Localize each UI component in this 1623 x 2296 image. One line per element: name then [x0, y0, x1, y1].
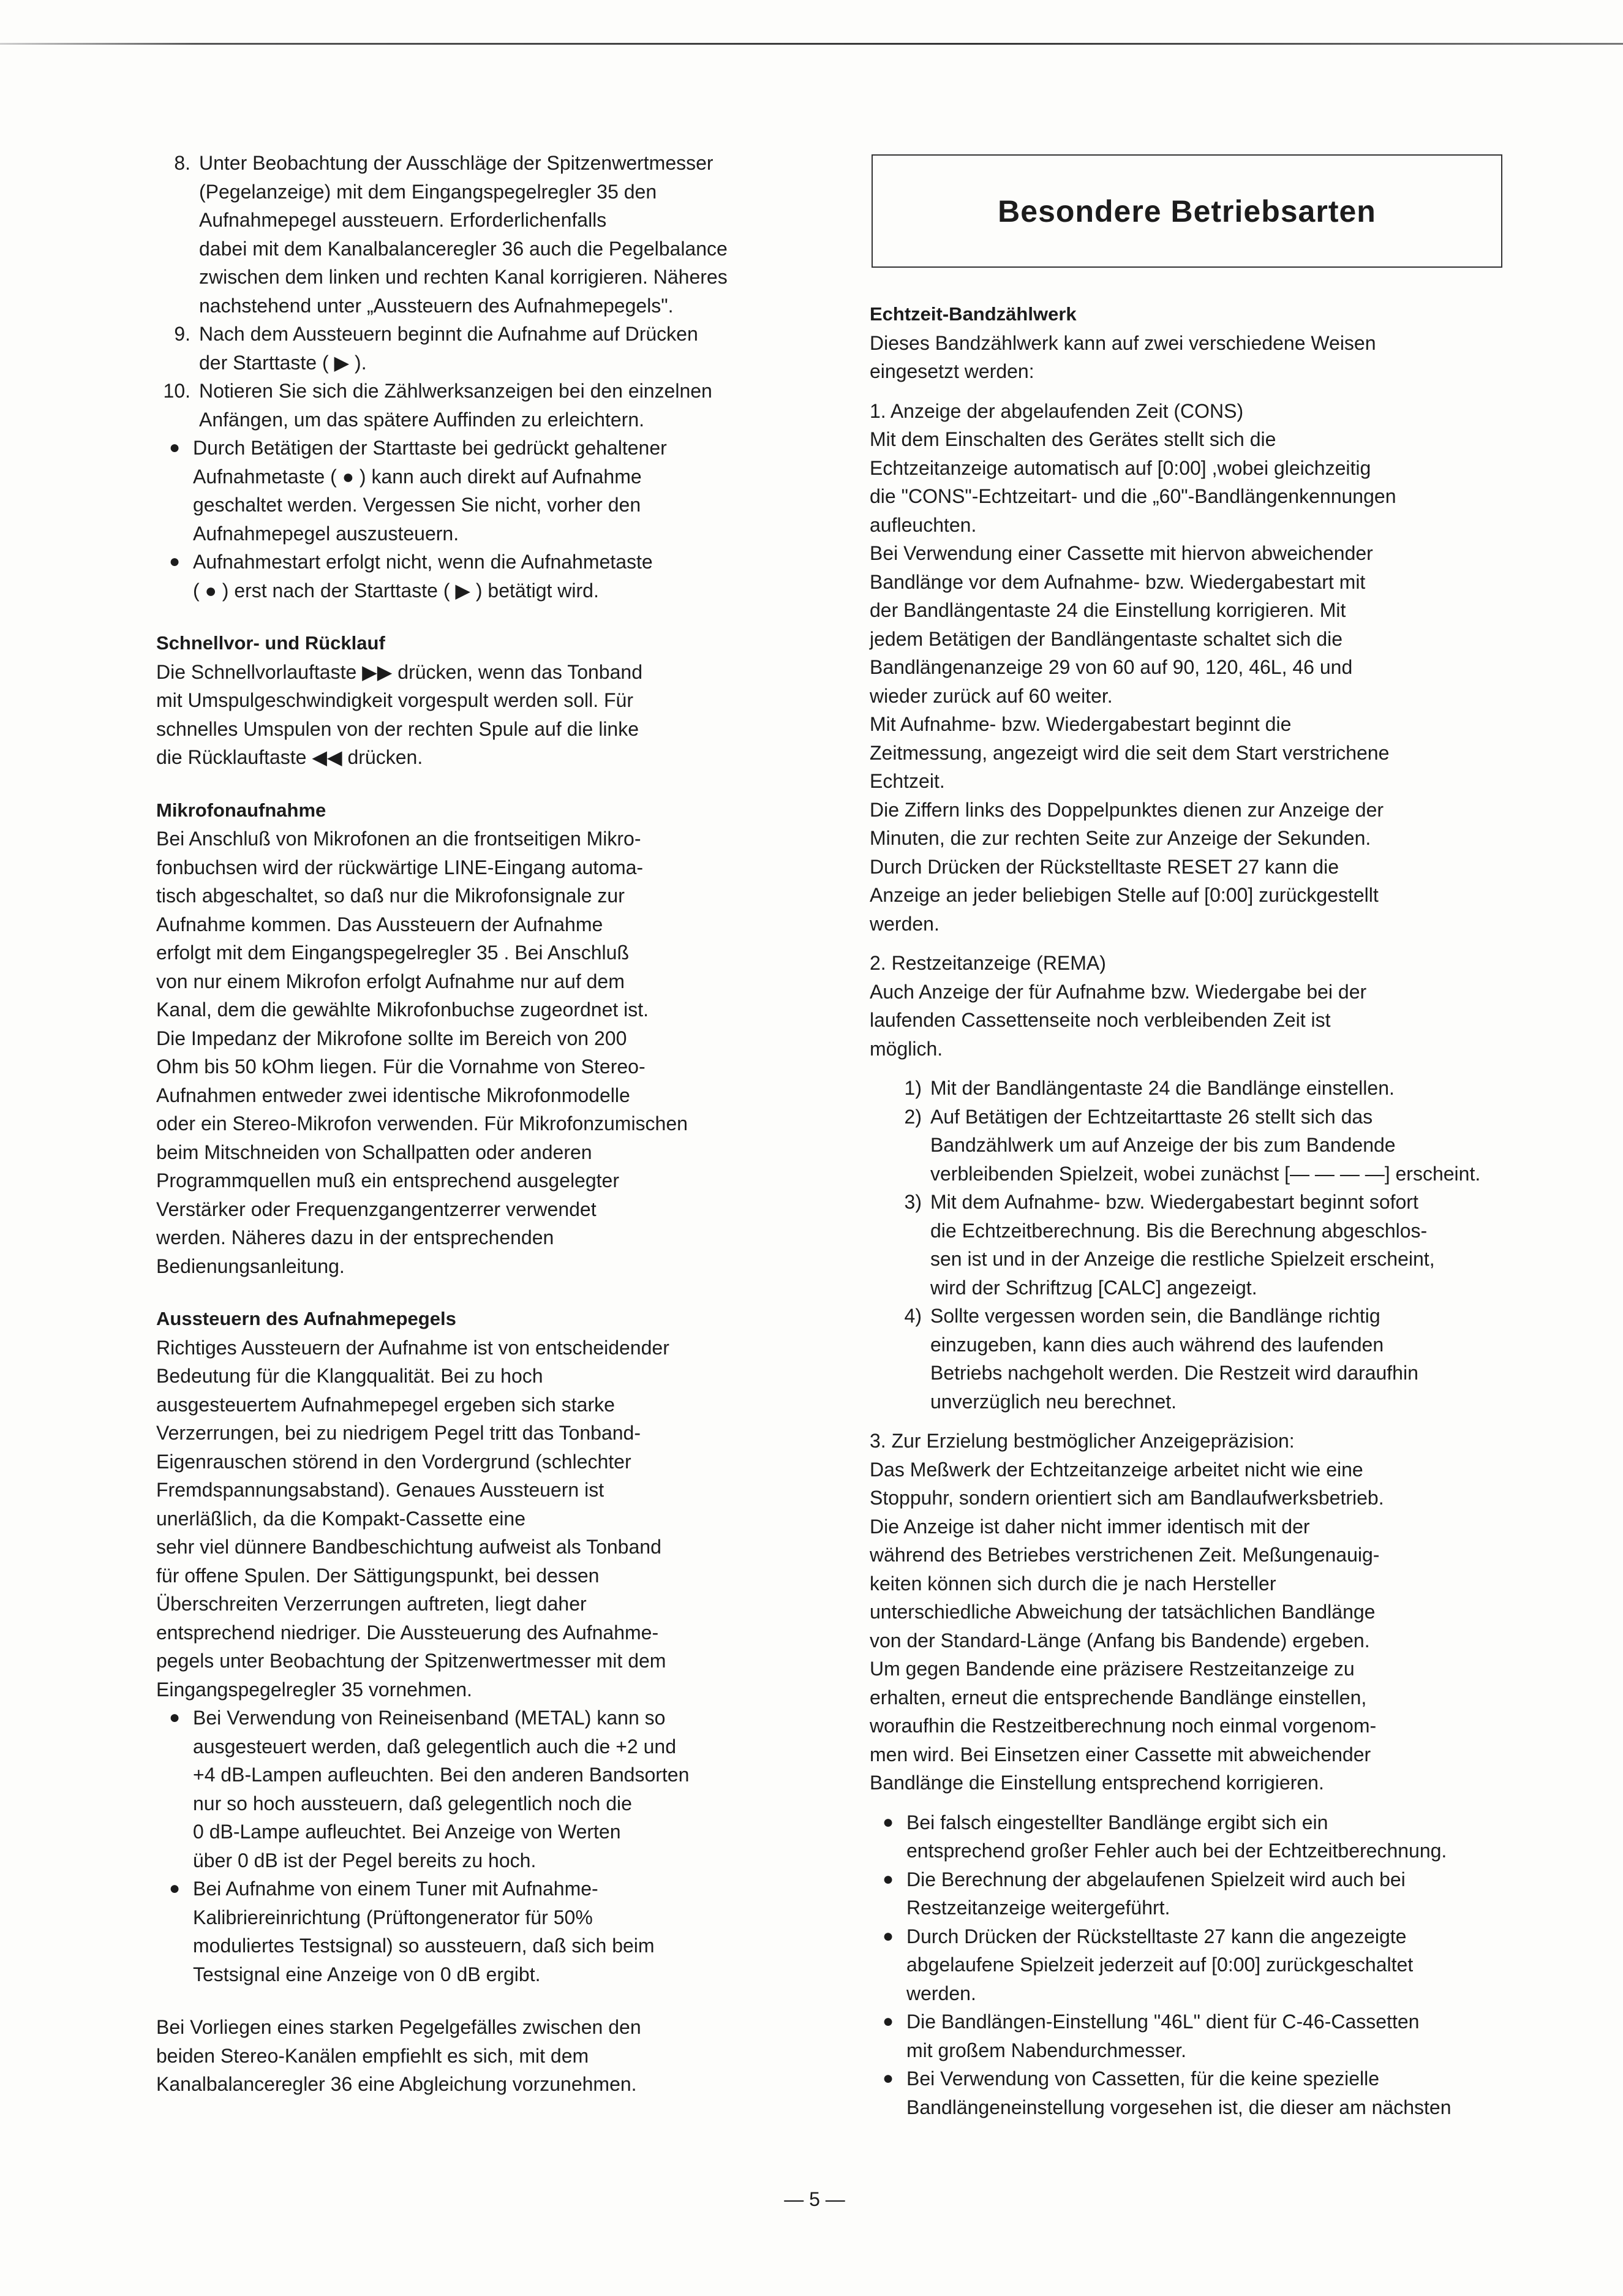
item-line [870, 1217, 1546, 1245]
section-heading: Schnellvor- und Rücklauf [156, 632, 385, 654]
text-line: 0 dB-Lampe aufleuchtet. Bei Anzeige von Werten [193, 1821, 621, 1843]
text-line: entsprechend großer Fehler auch bei der Echtzeitberechnung. [906, 1840, 1447, 1862]
indent [870, 1979, 906, 2008]
item-number: 8. [174, 152, 190, 174]
item-line [156, 149, 812, 178]
item-line [156, 1875, 812, 1903]
text-line: einzugeben, kann dies auch während des laufenden [930, 1333, 1384, 1356]
text-line: Überschreiten Verzerrungen auftreten, liegt daher [156, 1593, 587, 1615]
bullet-icon: ● [882, 1925, 894, 1946]
text-line: Durch Betätigen der Starttaste bei gedrückt gehaltener [193, 437, 667, 459]
text-line: zwischen dem linken und rechten Kanal korrigieren. Näheres [199, 266, 728, 288]
item-line [156, 1903, 812, 1932]
item-line [156, 1704, 812, 1732]
item-number: 2) [904, 1105, 922, 1128]
top-rule [0, 43, 1623, 45]
paragraph [156, 825, 812, 1280]
bullet-item [870, 2064, 1546, 2121]
spacer [156, 1280, 812, 1305]
spacer [870, 386, 1546, 397]
bullet-item [156, 1704, 812, 1875]
text-line: Durch Drücken der Rückstelltaste 27 kann die angezeigte [906, 1925, 1407, 1947]
paragraph [156, 1334, 812, 1704]
text-line: nachstehend unter „Aussteuern des Aufnahmepegels". [199, 294, 674, 317]
text-line: möglich. [870, 1037, 943, 1060]
text-line: Bandlängeneinstellung vorgesehen ist, die dieser am nächsten [906, 2096, 1452, 2118]
indent [156, 406, 199, 434]
item-line [870, 1302, 1546, 1331]
text-line: Auf Betätigen der Echtzeitarttaste 26 stellt sich das [930, 1105, 1373, 1128]
text-line: von nur einem Mikrofon erfolgt Aufnahme nur auf dem [156, 970, 625, 992]
text-line: tisch abgeschaltet, so daß nur die Mikrofonsignale zur [156, 885, 625, 907]
text-line: moduliertes Testsignal) so aussteuern, daß sich beim [193, 1935, 655, 1957]
text-line: Mit dem Aufnahme- bzw. Wiedergabestart beginnt sofort [930, 1191, 1418, 1213]
item-line [870, 1865, 1546, 1894]
text-line: Eingangspegelregler 35 vornehmen. [156, 1678, 472, 1701]
text-line: 2. Restzeitanzeige (REMA) [870, 952, 1106, 974]
item-line [156, 178, 812, 206]
text-line: wieder zurück auf 60 weiter. [870, 684, 1113, 707]
item-line [870, 1894, 1546, 1922]
item-line [156, 519, 812, 548]
text-line: der Bandlängentaste 24 die Einstellung korrigieren. Mit [870, 599, 1346, 621]
indent [156, 1846, 193, 1875]
item-line [870, 1188, 1546, 1217]
spacer [870, 1416, 1546, 1427]
indent [156, 1903, 193, 1932]
text-line: Bandlänge die Einstellung entsprechend korrigieren. [870, 1772, 1324, 1794]
item-line [156, 1789, 812, 1818]
item-line [870, 1245, 1546, 1274]
text-line: Bei Aufnahme von einem Tuner mit Aufnahme- [193, 1878, 598, 1900]
text-line: Bedienungsanleitung. [156, 1255, 345, 1277]
text-line: Verstärker oder Frequenzgangentzerrer verwendet [156, 1198, 597, 1220]
spacer [870, 938, 1546, 949]
item-line [870, 1808, 1546, 1837]
text-line: Bedeutung für die Klangqualität. Bei zu hoch [156, 1365, 543, 1387]
text-line: pegels unter Beobachtung der Spitzenwertmesser mit dem [156, 1650, 666, 1672]
indent [156, 576, 193, 605]
section-title-box [872, 154, 1502, 268]
text-line: Bei Anschluß von Mikrofonen an die frontseitigen Mikro- [156, 828, 641, 850]
indent [156, 1818, 193, 1846]
text-line: Kanalbalanceregler 36 eine Abgleichung vorzunehmen. [156, 2073, 637, 2095]
item-line [156, 1818, 812, 1846]
indent [870, 2093, 906, 2122]
item-line [156, 235, 812, 263]
item-line [870, 1074, 1546, 1103]
left-column [156, 149, 812, 2099]
text-line: Die Impedanz der Mikrofone sollte im Bereich von 200 [156, 1027, 627, 1049]
bullet-item [870, 1808, 1546, 1865]
indent [870, 1837, 906, 1865]
spacer [156, 605, 812, 629]
indent [156, 1789, 193, 1818]
item-line [870, 1388, 1546, 1416]
item-line [156, 263, 812, 292]
text-line: oder ein Stereo-Mikrofon verwenden. Für Mikrofonzumischen [156, 1112, 688, 1135]
numbered-item [870, 1074, 1546, 1103]
text-line: Ohm bis 50 kOhm liegen. Für die Vornahme von Stereo- [156, 1055, 646, 1078]
item-line [156, 576, 812, 605]
item-line [870, 2036, 1546, 2065]
text-line: Notieren Sie sich die Zählwerksanzeigen bei den einzelnen [199, 380, 712, 402]
item-line [156, 206, 812, 235]
item-number: 1) [904, 1077, 922, 1099]
indent [156, 1932, 193, 1960]
indent [156, 519, 193, 548]
item-number: 10. [163, 380, 190, 402]
text-line: Die Anzeige ist daher nicht immer identisch mit der [870, 1515, 1310, 1538]
text-line: Bei Verwendung von Cassetten, für die keine spezielle [906, 2068, 1380, 2090]
bullet-item [156, 548, 812, 605]
text-line: Die Bandlängen-Einstellung "46L" dient für C-46-Cassetten [906, 2011, 1420, 2033]
text-line: Verzerrungen, bei zu niedrigem Pegel tritt das Tonband- [156, 1422, 641, 1444]
indent [156, 206, 199, 235]
paragraph [870, 949, 1546, 1063]
text-line: Aufnahmen entweder zwei identische Mikrofonmodelle [156, 1084, 630, 1106]
text-line: über 0 dB ist der Pegel bereits zu hoch. [193, 1849, 537, 1871]
bullet-icon: ● [882, 1868, 894, 1889]
text-line: Aufnahmepegel aussteuern. Erforderlichenfalls [199, 209, 607, 231]
text-line: dabei mit dem Kanalbalanceregler 36 auch die Pegelbalance [199, 237, 728, 260]
text-line: Die Berechnung der abgelaufenen Spielzeit wird auch bei [906, 1868, 1406, 1890]
text-line: Stoppuhr, sondern orientiert sich am Bandlaufwerksbetrieb. [870, 1487, 1384, 1509]
text-line: verbleibenden Spielzeit, wobei zunächst [— — — —] erscheint. [930, 1162, 1481, 1185]
text-line: Mit Aufnahme- bzw. Wiedergabestart beginnt die [870, 713, 1292, 735]
paragraph [870, 1427, 1546, 1797]
text-line: fonbuchsen wird der rückwärtige LINE-Eingang automa- [156, 856, 644, 878]
text-line: während des Betriebes verstrichenen Zeit. Meßungenauig- [870, 1544, 1380, 1566]
text-line: Aufnahmestart erfolgt nicht, wenn die Aufnahmetaste [193, 551, 653, 573]
text-line: von der Standard-Länge (Anfang bis Bandende) ergeben. [870, 1629, 1370, 1652]
text-line: Bandzählwerk um auf Anzeige der bis zum Bandende [930, 1134, 1396, 1156]
bullet-item [870, 1922, 1546, 2008]
text-line: mit Umspulgeschwindigkeit vorgespult werden soll. Für [156, 689, 633, 711]
text-line: erfolgt mit dem Eingangspegelregler 35 . Bei Anschluß [156, 942, 629, 964]
text-line: Bei Verwendung von Reineisenband (METAL) kann so [193, 1707, 666, 1729]
text-line: Richtiges Aussteuern der Aufnahme ist von entscheidender [156, 1336, 669, 1359]
numbered-item [870, 1302, 1546, 1416]
item-line [156, 377, 812, 406]
item-line [870, 1331, 1546, 1359]
text-line: keiten können sich durch die je nach Hersteller [870, 1572, 1276, 1595]
item-line [156, 463, 812, 491]
text-line: Anfängen, um das spätere Auffinden zu erleichtern. [199, 408, 644, 431]
item-line [870, 1837, 1546, 1865]
text-line: Die Ziffern links des Doppelpunktes dienen zur Anzeige der [870, 798, 1384, 821]
indent [156, 263, 199, 292]
item-line [870, 1950, 1546, 1979]
text-line: +4 dB-Lampen aufleuchten. Bei den anderen Bandsorten [193, 1764, 690, 1786]
item-line [156, 1732, 812, 1761]
text-line: Aufnahme kommen. Das Aussteuern der Aufnahme [156, 913, 603, 935]
indent [870, 1950, 906, 1979]
text-line: Um gegen Bandende eine präzisere Restzeitanzeige zu [870, 1658, 1355, 1680]
text-line: Betriebs nachgeholt werden. Die Restzeit wird daraufhin [930, 1362, 1418, 1384]
paragraph [156, 2013, 812, 2099]
text-line: geschaltet werden. Vergessen Sie nicht, vorher den [193, 494, 641, 516]
text-line: Bandlänge vor dem Aufnahme- bzw. Wiedergabestart mit [870, 570, 1366, 593]
indent [870, 1388, 930, 1416]
text-line: woraufhin die Restzeitberechnung noch einmal vorgenom- [870, 1715, 1377, 1737]
text-line: eingesetzt werden: [870, 360, 1034, 382]
section-title: Besondere Betriebsarten [998, 194, 1376, 228]
page-number: — 5 — [784, 2188, 845, 2210]
text-line: Mit der Bandlängentaste 24 die Bandlänge einstellen. [930, 1077, 1395, 1099]
text-line: abgelaufene Spielzeit jederzeit auf [0:00] zurückgeschaltet [906, 1954, 1414, 1976]
item-line [870, 1274, 1546, 1302]
text-line: der Starttaste ( ▶ ). [199, 351, 367, 374]
text-line: erhalten, erneut die entsprechende Bandlänge einstellen, [870, 1686, 1367, 1709]
text-line: mit großem Nabendurchmesser. [906, 2039, 1187, 2061]
text-line: für offene Spulen. Der Sättigungspunkt, bei dessen [156, 1564, 600, 1587]
item-line [870, 1359, 1546, 1388]
spacer [156, 772, 812, 796]
text-line: (Pegelanzeige) mit dem Eingangspegelregler 35 den [199, 180, 657, 203]
text-line: Die Schnellvorlauftaste ▶▶ drücken, wenn das Tonband [156, 660, 642, 683]
indent [156, 1761, 193, 1789]
item-number: 3) [904, 1191, 922, 1213]
item-line [156, 406, 812, 434]
indent [156, 1732, 193, 1761]
indent [156, 491, 193, 519]
section-heading: Echtzeit-Bandzählwerk [870, 303, 1077, 325]
text-line: Bandlängenanzeige 29 von 60 auf 90, 120, 46L, 46 und [870, 656, 1353, 678]
text-line: ( ● ) erst nach der Starttaste ( ▶ ) betätigt wird. [193, 579, 599, 602]
text-line: Unter Beobachtung der Ausschläge der Spitzenwertmesser [199, 152, 714, 174]
text-line: beim Mitschneiden von Schallpatten oder anderen [156, 1141, 592, 1163]
item-line [156, 1932, 812, 1960]
text-line: Bei Verwendung einer Cassette mit hiervon abweichender [870, 542, 1373, 564]
text-line: Echtzeitanzeige automatisch auf [0:00] ,wobei gleichzeitig [870, 456, 1371, 479]
paragraph [870, 397, 1546, 938]
text-line: wird der Schriftzug [CALC] angezeigt. [930, 1276, 1257, 1299]
text-line: Dieses Bandzählwerk kann auf zwei verschiedene Weisen [870, 331, 1376, 354]
item-line [156, 1846, 812, 1875]
text-line: men wird. Bei Einsetzen einer Cassette mit abweichender [870, 1743, 1371, 1765]
text-line: Kalibriereinrichtung (Prüftongenerator für 50% [193, 1906, 593, 1928]
text-line: Das Meßwerk der Echtzeitanzeige arbeitet nicht wie eine [870, 1458, 1363, 1481]
text-line: Echtzeit. [870, 770, 945, 792]
indent [870, 1331, 930, 1359]
text-line: unerläßlich, da die Kompakt-Cassette eine [156, 1507, 525, 1530]
indent [870, 2036, 906, 2065]
text-line: 3. Zur Erzielung bestmöglicher Anzeigepräzision: [870, 1430, 1295, 1452]
indent [870, 1894, 906, 1922]
spacer [156, 1988, 812, 2013]
text-line: Nach dem Aussteuern beginnt die Aufnahme auf Drücken [199, 323, 698, 345]
bullet-item [870, 2007, 1546, 2064]
bullet-icon: ● [882, 1811, 894, 1832]
text-line: 1. Anzeige der abgelaufenden Zeit (CONS) [870, 399, 1244, 422]
indent [870, 1160, 930, 1188]
text-line: die Echtzeitberechnung. Bis die Berechnung abgeschlos- [930, 1219, 1428, 1242]
text-line: Programmquellen muß ein entsprechend ausgelegter [156, 1169, 619, 1191]
indent [156, 1960, 193, 1989]
text-line: Eigenrauschen störend in den Vordergrund (schlechter [156, 1450, 631, 1473]
text-line: Kanal, dem die gewählte Mikrofonbuchse zugeordnet ist. [156, 999, 649, 1021]
section-heading: Aussteuern des Aufnahmepegels [156, 1308, 456, 1329]
text-line: nur so hoch aussteuern, daß gelegentlich noch die [193, 1792, 632, 1815]
text-line: unterschiedliche Abweichung der tatsächlichen Bandlänge [870, 1601, 1376, 1623]
indent [870, 1217, 930, 1245]
bullet-icon: ● [168, 1878, 181, 1898]
bullet-icon: ● [168, 437, 181, 458]
numbered-item [870, 1188, 1546, 1302]
indent [156, 463, 193, 491]
text-line: Aufnahmetaste ( ● ) kann auch direkt auf Aufnahme [193, 465, 642, 488]
text-line: die "CONS"-Echtzeitart- und die „60"-Bandlängenkennungen [870, 485, 1396, 507]
text-line: werden. [906, 1982, 976, 2004]
indent [156, 235, 199, 263]
text-line: schnelles Umspulen von der rechten Spule auf die linke [156, 717, 639, 740]
item-number: 9. [174, 323, 190, 345]
indent [156, 349, 199, 377]
numbered-item [156, 320, 812, 377]
text-line: Aufnahmepegel auszusteuern. [193, 522, 459, 545]
item-line [870, 1131, 1546, 1160]
text-line: Restzeitanzeige weitergeführt. [906, 1897, 1170, 1919]
text-line: ausgesteuertem Aufnahmepegel ergeben sich starke [156, 1393, 615, 1416]
text-line: Fremdspannungsabstand). Genaues Aussteuern ist [156, 1479, 604, 1501]
item-line [156, 491, 812, 519]
text-line: Mit dem Einschalten des Gerätes stellt sich die [870, 428, 1276, 450]
bullet-icon: ● [882, 2068, 894, 2088]
text-line: Bei falsch eingestellter Bandlänge ergibt sich ein [906, 1811, 1328, 1833]
text-line: aufleuchten. [870, 513, 977, 536]
text-line: die Rücklauftaste ◀◀ drücken. [156, 746, 423, 768]
indent [156, 292, 199, 320]
indent [870, 1274, 930, 1302]
item-line [156, 548, 812, 576]
text-line: werden. Näheres dazu in der entsprechenden [156, 1226, 554, 1248]
text-line: laufenden Cassettenseite noch verbleibenden Zeit ist [870, 1009, 1331, 1031]
item-line [156, 320, 812, 349]
item-number: 4) [904, 1305, 922, 1327]
item-line [156, 1960, 812, 1989]
bullet-item [870, 1865, 1546, 1922]
bullet-icon: ● [168, 1707, 181, 1728]
text-line: entsprechend niedriger. Die Aussteuerung des Aufnahme- [156, 1621, 659, 1644]
section-heading: Mikrofonaufnahme [156, 799, 326, 821]
spacer [870, 1063, 1546, 1074]
item-line [870, 2007, 1546, 2036]
text-line: sehr viel dünnere Bandbeschichtung aufweist als Tonband [156, 1536, 661, 1558]
item-line [870, 1922, 1546, 1951]
item-line [870, 1979, 1546, 2008]
text-line: jedem Betätigen der Bandlängentaste schaltet sich die [870, 627, 1343, 650]
item-line [156, 1761, 812, 1789]
item-line [870, 1103, 1546, 1131]
text-line: Anzeige an jeder beliebigen Stelle auf [0:00] zurückgestellt [870, 884, 1379, 906]
text-line: Sollte vergessen worden sein, die Bandlänge richtig [930, 1305, 1380, 1327]
indent [870, 1245, 930, 1274]
text-line: sen ist und in der Anzeige die restliche Spielzeit erscheint, [930, 1248, 1435, 1270]
text-line: Zeitmessung, angezeigt wird die seit dem Start verstrichene [870, 741, 1390, 764]
numbered-item [870, 1103, 1546, 1188]
bullet-item [156, 1875, 812, 1988]
item-line [870, 1160, 1546, 1188]
right-column [870, 300, 1546, 2121]
text-line: unverzüglich neu berechnet. [930, 1390, 1177, 1413]
item-line [156, 434, 812, 463]
numbered-item [156, 377, 812, 434]
item-line [870, 2064, 1546, 2093]
item-line [156, 349, 812, 377]
indent [870, 1131, 930, 1160]
paragraph [870, 329, 1546, 386]
bullet-icon: ● [168, 551, 181, 572]
text-line: Minuten, die zur rechten Seite zur Anzeige der Sekunden. [870, 827, 1371, 849]
text-line: Testsignal eine Anzeige von 0 dB ergibt. [193, 1963, 541, 1985]
bullet-item [156, 434, 812, 548]
spacer [870, 1797, 1546, 1808]
numbered-item [156, 149, 812, 320]
paragraph [156, 658, 812, 772]
text-line: ausgesteuert werden, daß gelegentlich auch die +2 und [193, 1735, 676, 1758]
indent [870, 1359, 930, 1388]
item-line [870, 2093, 1546, 2122]
bullet-icon: ● [882, 2011, 894, 2031]
text-line: Auch Anzeige der für Aufnahme bzw. Wiedergabe bei der [870, 980, 1367, 1003]
text-line: beiden Stereo-Kanälen empfiehlt es sich, mit dem [156, 2044, 589, 2067]
text-line: Bei Vorliegen eines starken Pegelgefälles zwischen den [156, 2016, 641, 2038]
text-line: werden. [870, 912, 940, 935]
indent [156, 178, 199, 206]
text-line: Durch Drücken der Rückstelltaste RESET 27 kann die [870, 855, 1339, 878]
item-line [156, 292, 812, 320]
